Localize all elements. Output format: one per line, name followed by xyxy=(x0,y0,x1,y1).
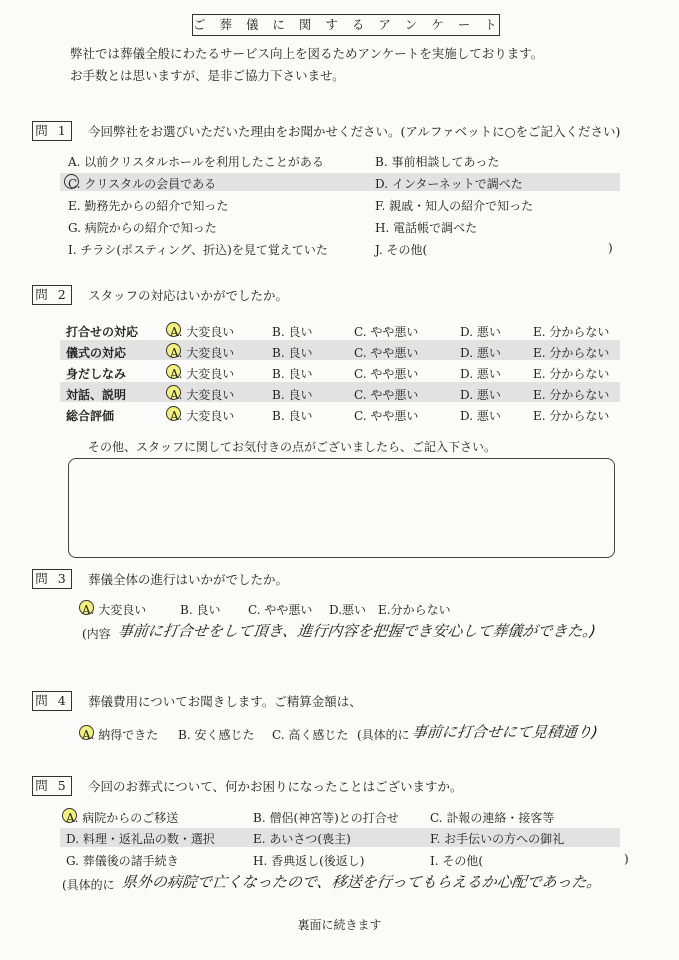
q2-rating-option[interactable]: D. 悪い xyxy=(460,346,501,360)
q2-question: スタッフの対応はいかがでしたか。 xyxy=(88,288,289,303)
q3-option-c[interactable]: C. やや悪い xyxy=(248,603,313,617)
q1-option-d[interactable]: D. インターネットで調べた xyxy=(375,177,523,191)
q1-option-j[interactable]: J. その他( xyxy=(375,243,428,257)
q5-option-e[interactable]: E. あいさつ(喪主) xyxy=(253,832,351,846)
q5-option-b[interactable]: B. 僧侶(神宮等)との打合せ xyxy=(253,811,399,825)
q2-rating-option[interactable]: E. 分からない xyxy=(533,367,610,381)
q2-rating-option[interactable]: B. 良い xyxy=(272,409,313,423)
q2-rating-option[interactable]: E. 分からない xyxy=(533,388,610,402)
q4-detail-label: (具体的に xyxy=(357,728,410,742)
q1-option-c[interactable]: C. クリスタルの会員である xyxy=(68,177,217,191)
q2-rating-option[interactable]: A. 大変良い xyxy=(170,409,235,423)
q2-rating-option[interactable]: E. 分からない xyxy=(533,325,610,339)
q1-question: 今回弊社をお選びいただいた理由をお聞かせください。(アルファベットに○をご記入ください) xyxy=(88,124,621,139)
q2-rating-option[interactable]: C. やや悪い xyxy=(354,409,419,423)
q1-option-b[interactable]: B. 事前相談してあった xyxy=(375,155,500,169)
q3-option-b[interactable]: B. 良い xyxy=(180,603,221,617)
q2-rating-option[interactable]: D. 悪い xyxy=(460,367,501,381)
q2-label: 問 2 xyxy=(32,285,72,305)
q1-option-e[interactable]: E. 勤務先からの紹介で知った xyxy=(68,199,229,213)
q2-row-label: 儀式の対応 xyxy=(66,346,127,360)
q3-option-e[interactable]: E.分からない xyxy=(378,603,451,617)
q3-handwritten-answer: 事前に打合せをして頂き、進行内容を把握でき安心して葬儀ができた。) xyxy=(117,622,597,640)
q2-rating-option[interactable]: E. 分からない xyxy=(533,409,610,423)
q1-label: 問 1 xyxy=(32,121,72,141)
q3-option-a[interactable]: A. 大変良い xyxy=(82,603,147,617)
q5-option-g[interactable]: G. 葬儀後の諸手続き xyxy=(66,854,179,868)
q4-handwritten-answer: 事前に打合せにて見積通り) xyxy=(411,723,599,741)
q1-option-j-close: ) xyxy=(608,241,613,255)
intro-line-1: 弊社では葬儀全般にわたるサービス向上を図るためアンケートを実施しております。 xyxy=(70,46,544,61)
q5-handwritten-answer: 県外の病院で亡くなったので、移送を行ってもらえるか心配であった。 xyxy=(121,873,603,891)
q5-question: 今回のお葬式について、何かお困りになったことはございますか。 xyxy=(88,779,463,794)
q2-rating-option[interactable]: B. 良い xyxy=(272,346,313,360)
q2-rating-option[interactable]: D. 悪い xyxy=(460,325,501,339)
q2-row-label: 身だしなみ xyxy=(66,367,127,381)
q2-comment-prompt: その他、スタッフに関してお気付きの点がございましたら、ご記入下さい。 xyxy=(88,440,497,454)
q2-rating-option[interactable]: D. 悪い xyxy=(460,388,501,402)
q2-rating-option[interactable]: D. 悪い xyxy=(460,409,501,423)
q2-row-label: 総合評価 xyxy=(66,409,115,423)
q2-comment-box[interactable] xyxy=(68,458,615,558)
q2-row-label: 対話、説明 xyxy=(66,388,127,402)
q5-label: 問 5 xyxy=(32,776,72,796)
q3-label: 問 3 xyxy=(32,569,72,589)
q2-rating-option[interactable]: A. 大変良い xyxy=(170,325,235,339)
q1-option-h[interactable]: H. 電話帳で調べた xyxy=(375,221,478,235)
q5-option-i-close: ) xyxy=(624,852,629,866)
q3-question: 葬儀全体の進行はいかがでしたか。 xyxy=(88,572,289,587)
q2-rating-option[interactable]: A. 大変良い xyxy=(170,388,235,402)
q5-option-i[interactable]: I. その他( xyxy=(430,854,484,868)
intro-line-2: お手数とは思いますが、是非ご協力下さいませ。 xyxy=(70,68,345,83)
q2-rating-option[interactable]: C. やや悪い xyxy=(354,388,419,402)
q5-option-d[interactable]: D. 料理・返礼品の数・選択 xyxy=(66,832,215,846)
continued-on-back-note: 裏面に続きます xyxy=(297,918,382,932)
q2-rating-option[interactable]: C. やや悪い xyxy=(354,367,419,381)
q1-option-a[interactable]: A. 以前クリスタルホールを利用したことがある xyxy=(68,155,324,169)
q5-option-c[interactable]: C. 訃報の連絡・接客等 xyxy=(430,811,555,825)
q2-rating-option[interactable]: E. 分からない xyxy=(533,346,610,360)
q2-rating-option[interactable]: B. 良い xyxy=(272,325,313,339)
q4-option-c[interactable]: C. 高く感じた xyxy=(272,728,349,742)
q4-option-b[interactable]: B. 安く感じた xyxy=(178,728,255,742)
q2-rating-option[interactable]: C. やや悪い xyxy=(354,325,419,339)
q1-option-f[interactable]: F. 親戚・知人の紹介で知った xyxy=(375,199,534,213)
q5-option-f[interactable]: F. お手伝いの方への御礼 xyxy=(430,832,565,846)
q2-rating-option[interactable]: A. 大変良い xyxy=(170,367,235,381)
q1-option-g[interactable]: G. 病院からの紹介で知った xyxy=(68,221,217,235)
q3-option-d[interactable]: D.悪い xyxy=(329,603,367,617)
q2-rating-option[interactable]: B. 良い xyxy=(272,367,313,381)
q4-question: 葬儀費用についてお聞きします。ご精算金額は、 xyxy=(88,694,362,709)
q5-option-h[interactable]: H. 香典返し(後返し) xyxy=(253,854,365,868)
page-title: ご 葬 儀 に 関 す る ア ン ケ ー ト xyxy=(192,14,500,36)
q2-row-label: 打合せの対応 xyxy=(66,325,139,339)
q3-detail-label: (内容 xyxy=(82,627,111,641)
q5-detail-label: (具体的に xyxy=(62,878,115,892)
q2-rating-option[interactable]: A. 大変良い xyxy=(170,346,235,360)
q5-option-a[interactable]: A. 病院からのご移送 xyxy=(66,811,179,825)
q2-rating-option[interactable]: B. 良い xyxy=(272,388,313,402)
q4-label: 問 4 xyxy=(32,691,72,711)
q1-option-i[interactable]: I. チラシ(ポスティング、折込)を見て覚えていた xyxy=(68,243,328,257)
q4-option-a[interactable]: A. 納得できた xyxy=(82,728,159,742)
q2-rating-option[interactable]: C. やや悪い xyxy=(354,346,419,360)
